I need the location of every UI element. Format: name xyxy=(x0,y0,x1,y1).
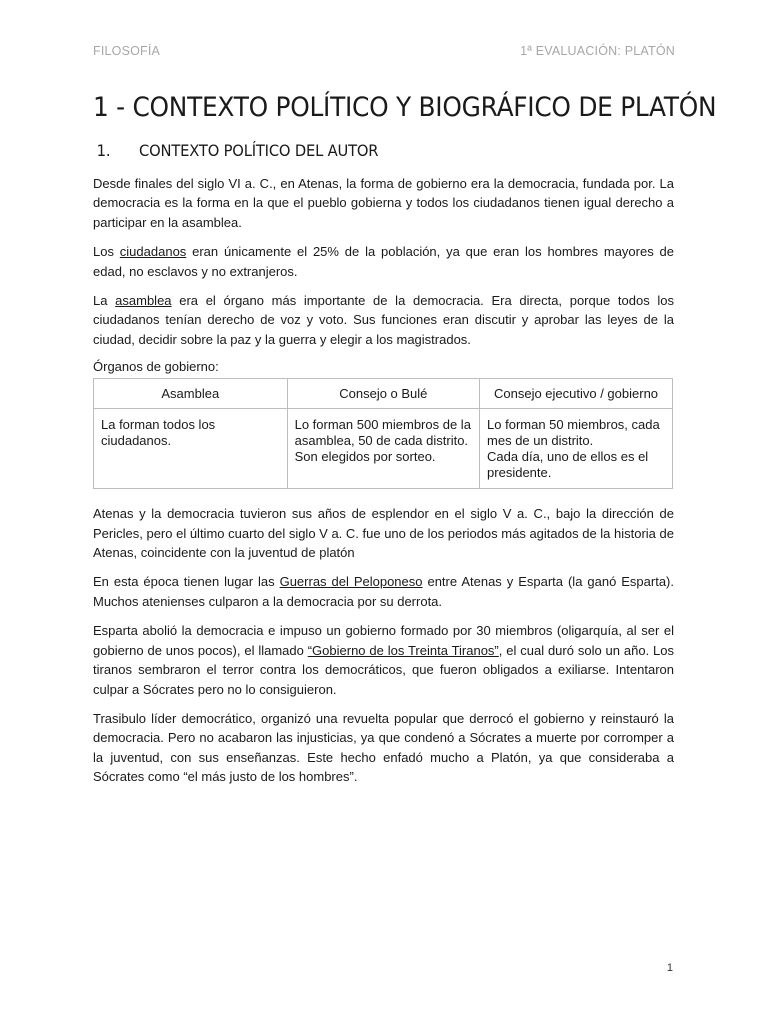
table-header-cell: Asamblea xyxy=(94,379,288,409)
government-organs-table xyxy=(93,378,673,489)
table-header-row xyxy=(94,379,673,409)
underlined-term-guerras: Guerras del Peloponeso xyxy=(279,574,423,590)
paragraph-text: Esparta abolió la democracia e impuso un gobierno formado por 30 miembros (oligarquía, al ser el gobierno de unos pocos), el llamado xyxy=(93,623,674,658)
document-body xyxy=(93,88,717,787)
paragraph-tiranos xyxy=(93,621,674,699)
header-evaluation: 1ª EVALUACIÓN: PLATÓN xyxy=(520,44,675,58)
paragraph-pericles: Atenas y la democracia tuvieron sus años de esplendor en el siglo V a. C., bajo la dirección de Pericles, pero el último cuarto del siglo V a. C. fue uno de los periodos más agitados de la historia de Atenas, coincidente con la juventud de platón xyxy=(93,506,674,561)
paragraph-text: entre Atenas y Esparta (la ganó Esparta). Muchos atenienses culparon a la democracia por su derrota. xyxy=(93,574,675,609)
paragraph-ciudadanos xyxy=(93,242,674,281)
table-cell: La forman todos los ciudadanos. xyxy=(94,409,288,489)
section-heading xyxy=(93,140,628,162)
section-label: CONTEXTO POLÍTICO DEL AUTOR xyxy=(139,141,379,160)
underlined-term-tiranos: “Gobierno de los Treinta Tiranos” xyxy=(307,642,499,658)
underlined-term-ciudadanos: ciudadanos xyxy=(119,244,187,260)
table-caption: Órganos de gobierno: xyxy=(93,359,219,375)
table-cell: Lo forman 500 miembros de la asamblea, 50 de cada distrito. Son elegidos por sorteo. xyxy=(287,409,479,489)
paragraph-intro: Desde finales del siglo VI a. C., en Atenas, la forma de gobierno era la democracia, fundada por. La democracia es la forma en la que el pueblo gobierna y todos los ciudadanos tienen igual derecho a participar en la asamblea. xyxy=(93,176,674,230)
section-number: 1. xyxy=(96,141,111,160)
page-number: 1 xyxy=(666,962,673,974)
document-title: 1 - CONTEXTO POLÍTICO Y BIOGRÁFICO DE PLATÓN xyxy=(93,92,717,123)
table-header-cell: Consejo o Bulé xyxy=(287,379,479,409)
table-cell: Lo forman 50 miembros, cada mes de un distrito. Cada día, uno de ellos es el presidente. xyxy=(480,409,673,489)
paragraph-text: , el cual duró solo un año. Los tiranos sembraron el terror contra los democráticos, que fueron obligados a exiliarse. Intentaron culpar a Sócrates pero no lo consiguieron. xyxy=(93,642,675,697)
table-header-cell: Consejo ejecutivo / gobierno xyxy=(480,379,673,409)
paragraph-text: Los xyxy=(93,244,120,260)
header-subject: FILOSOFÍA xyxy=(93,44,161,58)
paragraph-text: En esta época tienen lugar las xyxy=(93,574,280,590)
paragraph-text: La xyxy=(93,293,116,309)
table-row xyxy=(94,409,673,489)
underlined-term-asamblea: asamblea xyxy=(115,293,172,309)
paragraph-text: eran únicamente el 25% de la población, ya que eran los hombres mayores de edad, no esclavos y no extranjeros. xyxy=(93,244,674,279)
paragraph-peloponeso xyxy=(93,572,674,611)
paragraph-text: era el órgano más importante de la democracia. Era directa, porque todos los ciudadanos tenían derecho de voz y voto. Sus funciones eran discutir y aprobar las leyes de la ciudad, decidir sobre la paz y la guerra y elegir a los magistrados. xyxy=(93,293,674,347)
page-header xyxy=(93,44,675,58)
paragraph-asamblea xyxy=(93,291,674,349)
paragraph-trasibulo: Trasibulo líder democrático, organizó una revuelta popular que derrocó el gobierno y reinstauró la democracia. Pero no acabaron las injusticias, ya que condenó a Sócrates a muerte por corromper a la juventud, con sus enseñanzas. Este hecho enfadó mucho a Platón, ya que consideraba a Sócrates como “el más justo de los hombres”. xyxy=(93,710,674,785)
